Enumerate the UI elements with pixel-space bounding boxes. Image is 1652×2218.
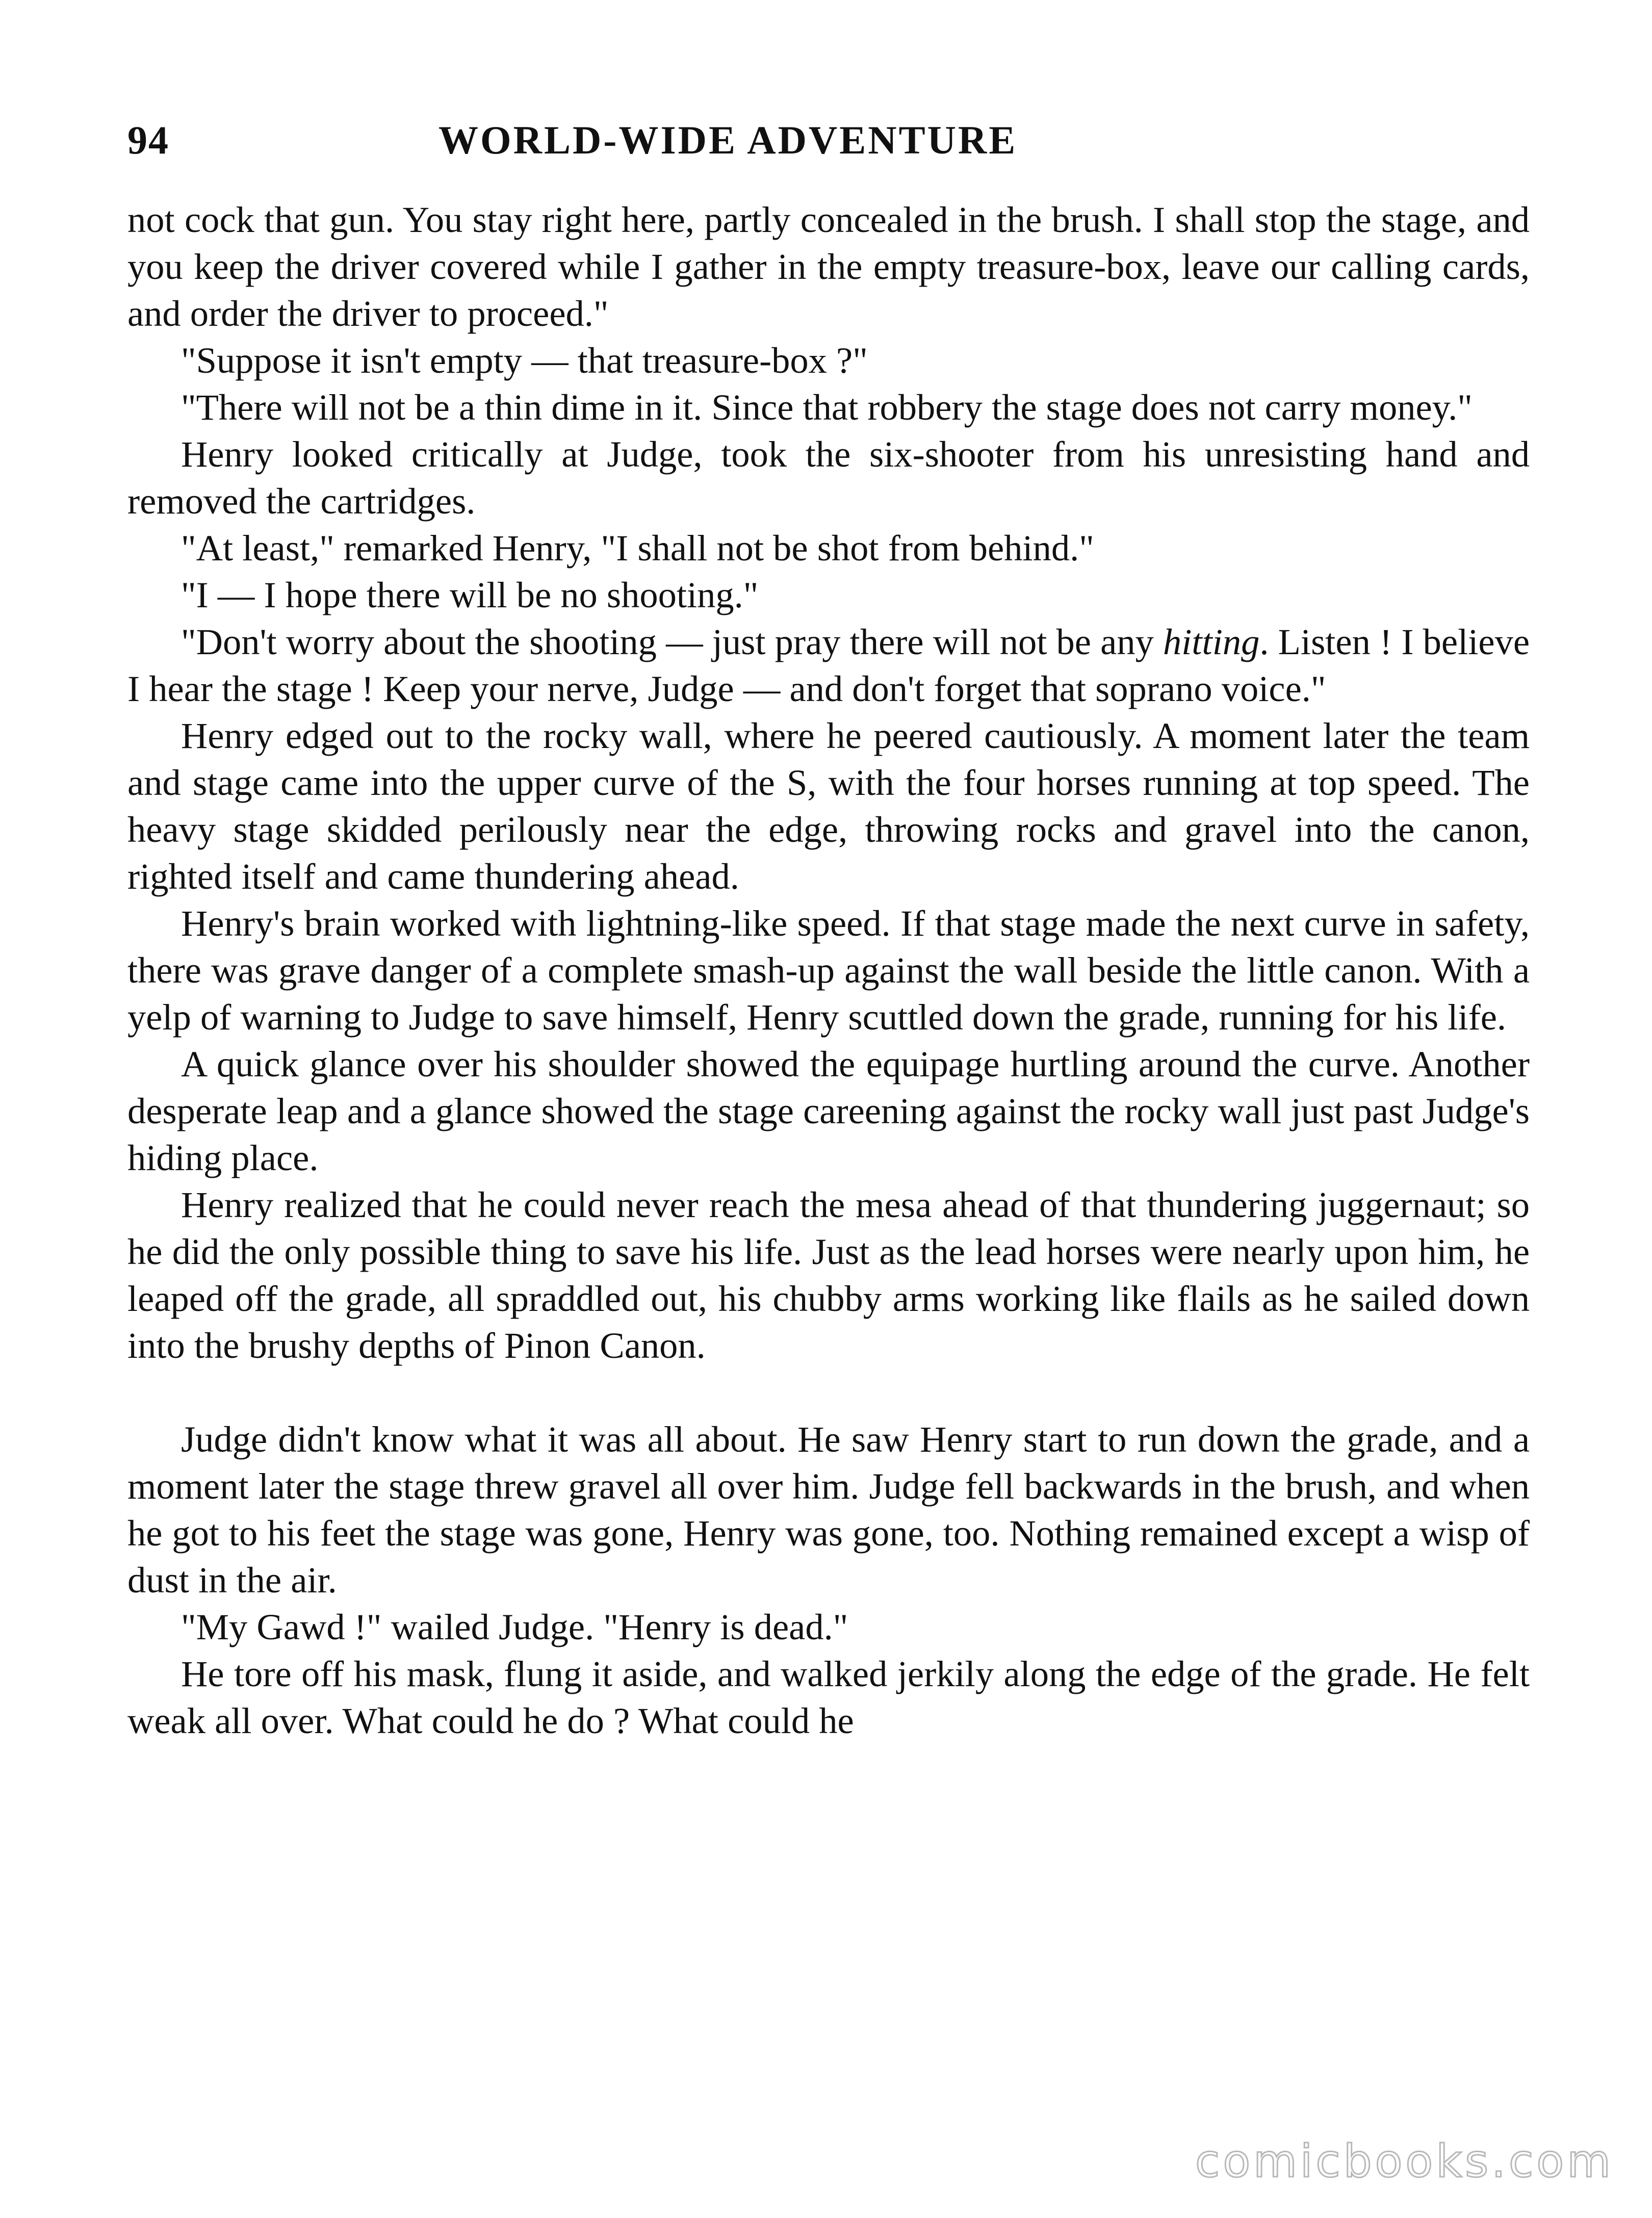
paragraph: Judge didn't know what it was all about. He saw Henry start to run down the grade, and a moment later the stage threw gravel all over him. Judge fell backwards in the brush, and when he got to his feet the stage was gone, Henry was gone, too. Nothing remained except a wisp of dust in the air. — [127, 1419, 1530, 1601]
paragraph: "I — I hope there will be no shooting." — [181, 574, 759, 615]
paragraph: He tore off his mask, flung it aside, and walked jerkily along the edge of the grade. He felt weak all over. What could he do ? What could he — [127, 1653, 1530, 1741]
paragraph-text: . Listen ! I believe I hear the stage ! Keep your nerve, Judge — and don't forget that soprano voice." — [127, 621, 1530, 709]
paragraph: "At least," remarked Henry, "I shall not be shot from behind." — [181, 527, 1094, 569]
paragraph: not cock that gun. You stay right here, partly concealed in the brush. I shall stop the stage, and you keep the driver covered while I gather in the empty treasure-box, leave our calling cards, and order the driver to proceed." — [127, 199, 1530, 334]
body-text — [127, 196, 1530, 1744]
paragraph: Henry's brain worked with lightning-like speed. If that stage made the next curve in safety, there was grave danger of a complete smash-up against the wall beside the little canon. With a yelp of warning to Judge to save himself, Henry scuttled down the grade, running for his life. — [127, 902, 1530, 1038]
watermark: comicbooks.com — [1195, 2135, 1614, 2187]
paragraph-text: "Don't worry about the shooting — just pray there will not be any — [181, 621, 1164, 662]
paragraph-dont-worry — [127, 618, 1530, 712]
running-head: WORLD-WIDE ADVENTURE — [438, 118, 1018, 162]
page-number: 94 — [127, 118, 169, 162]
paragraph: "Suppose it isn't empty — that treasure-box ?" — [181, 340, 868, 381]
paragraph: "There will not be a thin dime in it. Since that robbery the stage does not carry money." — [181, 386, 1473, 428]
paragraph: Henry edged out to the rocky wall, where he peered cautiously. A moment later the team and stage came into the upper curve of the S, with the four horses running at top speed. The heavy stage skidded perilously near the edge, throwing rocks and gravel into the canon, righted itself and came thundering ahead. — [127, 715, 1530, 897]
emphasis-text: hitting — [1163, 621, 1260, 662]
paragraph: Henry looked critically at Judge, took the six-shooter from his unresisting hand and removed the cartridges. — [127, 433, 1530, 522]
page-header — [127, 117, 1530, 173]
paragraph: A quick glance over his shoulder showed the equipage hurtling around the curve. Another desperate leap and a glance showed the stage careening against the rocky wall just past Judge's hiding place. — [127, 1043, 1530, 1178]
paragraph: "My Gawd !" wailed Judge. "Henry is dead." — [181, 1606, 848, 1647]
paragraph: Henry realized that he could never reach the mesa ahead of that thundering juggernaut; so he did the only possible thing to save his life. Just as the lead horses were nearly upon him, he leaped off the grade, all spraddled out, his chubby arms working like flails as he sailed down into the brushy depths of Pinon Canon. — [127, 1184, 1530, 1366]
